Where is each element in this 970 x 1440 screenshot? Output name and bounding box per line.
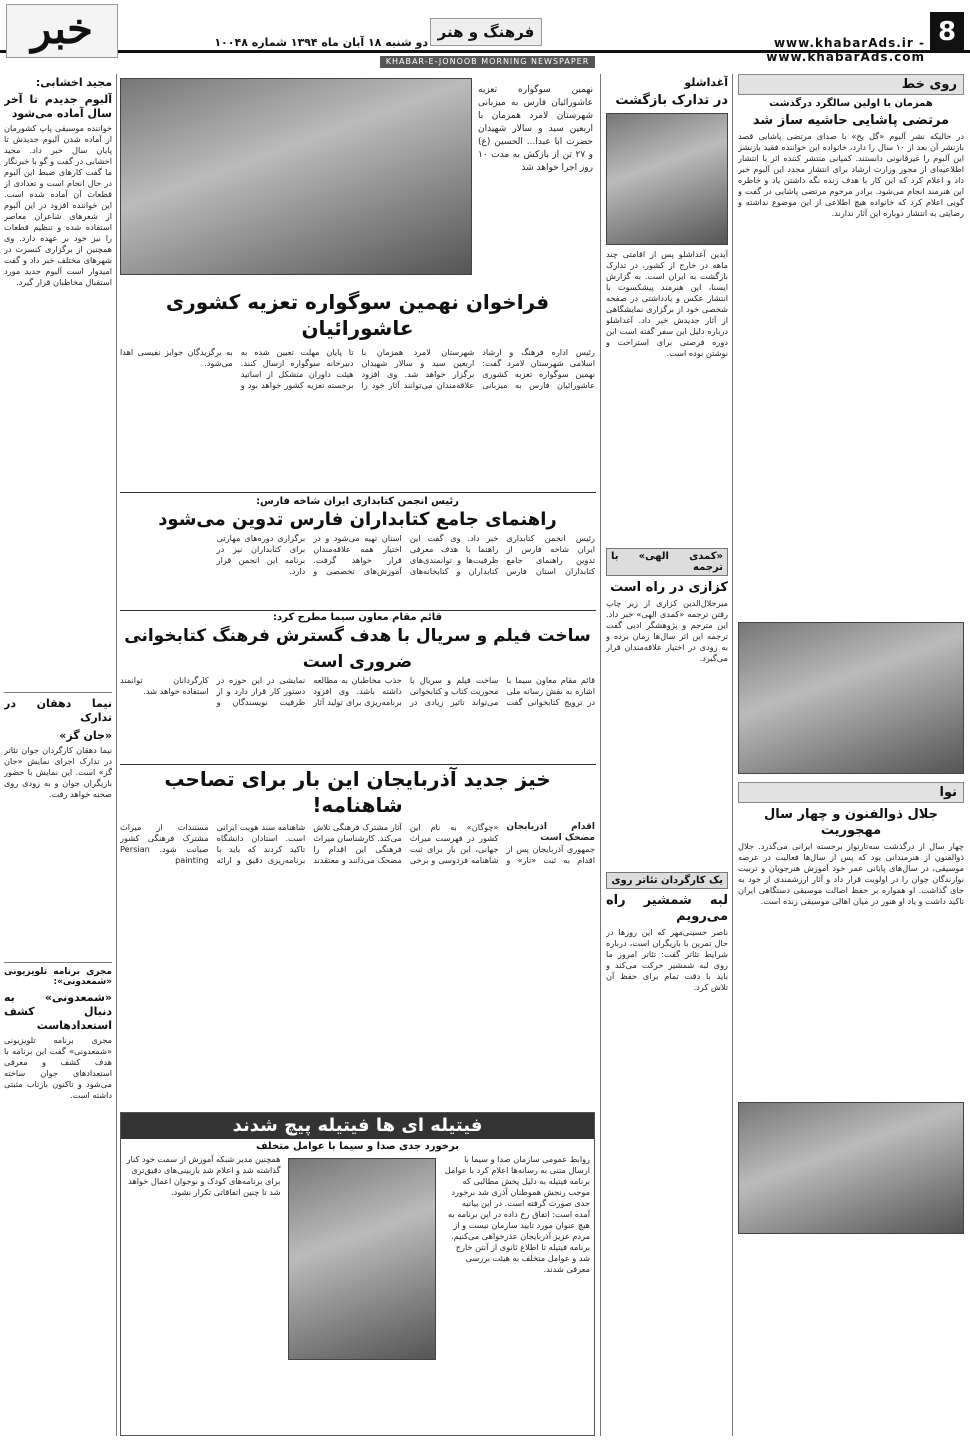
fitile-photo [288,1158,436,1360]
dehghan-subhead: «جان گز» [59,729,112,742]
shamdooni-kicker: مجری برنامه تلویزیونی «شمعدونی»: [4,962,112,987]
shamdooni-headline: «شمعدونی» به دنبال کشف استعدادهاست [4,991,112,1032]
aghdashlu-author: آغداشلو [684,76,728,89]
tazieh-body: رئیس اداره فرهنگ و ارشاد اسلامی شهرستان لامرد گفت: نهمین سوگواره تعزیه کشوری عاشورائیان فارس به میزبانی شهرستان لامرد همزمان با اربعین سید و سالار شهیدان برگزار خواهد شد. وی افزود علاقه‌مندان می‌توانند آثار خود را تا پایان مهلت تعیین شده به دبیرخانه سوگواره ارسال کنند. هیئت داوران متشکل از اساتید برجسته تعزیه کشور خواهد بود و به برگزیدگان جوایز نفیسی اهدا می‌شود. [120,347,595,390]
left-column [4,74,112,1436]
akhshabi-headline: آلبوم جدیدم تا آخر سال آماده می‌شود [4,93,112,120]
tazieh-headline: فراخوان نهمین سوگواره تعزیه کشوری عاشورائیان [165,290,550,340]
nava-box-title: نوا [738,782,964,803]
ruye-khat-box-title: روی خط [738,74,964,95]
librarians-headline: راهنمای جامع کتابداران فارس تدوین می‌شود [158,509,557,530]
pashaei-kicker: همزمان با اولین سالگرد درگذشت [769,98,933,109]
tazieh-caption: نهمین سوگواره تعزیه عاشورائیان فارس به میزبانی شهرستان لامرد همزمان با اربعین سید و سالار شهیدان حضرت ابا عبدا... الحسین (ع) و ۲۷ تن از بازکش به مدت ۱۰ روز اجرا خواهد شد [478,85,593,173]
zolfonoon-photo [738,1102,964,1234]
azerbaijan-article [120,766,595,1106]
librarians-article [120,496,595,608]
azerbaijan-subhead: اقدام آذربایجان مضحک است [506,822,595,843]
azerbaijan-text: جمهوری آذربایجان پس از اقدام به ثبت «تار» و «چوگان» به نام این کشور در فهرست میراث جهانی، این بار برای ثبت شاهنامه فردوسی و برخی آثار مشترک فرهنگی تلاش می‌کند. کارشناسان میراث فرهنگی این اقدام را مضحک می‌دانند و معتقدند شاهنامه سند هویت ایرانی است. استادان دانشگاه تاکید کردند که باید با برنامه‌ریزی دقیق و ارائه مستندات از میراث مشترک فرهنگی کشور صیانت شود. Persian painting [120,822,595,865]
issue-date: دو شنبه ۱۸ آبان ماه ۱۳۹۴ شماره ۱۰۰۴۸ [214,36,428,49]
azerbaijan-headline: خیز جدید آذربایجان این بار برای تصاحب شاهنامه! [164,767,551,817]
librarians-kicker: رئیس انجمن کتابداری ایران شاخه فارس: [256,496,459,507]
shamdooni-body: مجری برنامه تلویزیونی «شمعدونی» گفت این برنامه با هدف کشف و معرفی استعدادهای جوان ساخته می‌شود و تاکنون بازتاب مثبتی داشته است. [4,1035,112,1100]
column-divider [732,74,733,1436]
tazieh-photo [120,78,472,275]
kazazi-kicker: «کمدی الهی» با ترجمه [606,548,728,576]
aghdashlu-headline: در تدارک بازگشت [615,93,728,108]
akhshabi-author: مجید اخشابی: [35,76,112,89]
aghdashlu-body: آیدین آغداشلو پس از اقامتی چند ماهه در خارج از کشور، در تدارک بازگشت به ایران است. به گزارش ایسنا، این هنرمند پیشکسوت با انتشار عکس و یادداشتی در صفحه شخصی خود از برگزاری نمایشگاهی از آثار جدیدش خبر داد. آغداشلو درباره دلیل این سفر گفته است این دوره فرصتی برای استراحت و نوشتن بوده است. [606,249,728,358]
section-rule [120,492,596,493]
column-divider [116,74,117,1436]
website-url[interactable]: www.khabarAds.ir - www.khabarAds.com [766,36,925,64]
theatre-body: ناصر حسینی‌مهر که این روزها در حال تمرین با بازیگران است، درباره شرایط تئاتر گفت: تئاتر امروز ما روی لبه شمشیر حرکت می‌کند و باید با دقت تمام برای حفظ آن تلاش کرد. [606,927,728,992]
pashaei-body: در حالیکه نشر آلبوم «گل یخ» با صدای مرتضی پاشایی قصد بازنشر آن بعد از ۱۰ سال را دارد، خانواده این خواننده فقید بازنشر این آلبوم را غیرقانونی دانستند. کمپانی منتشر کننده اثر با انتشار اطلاعیه‌ای از مجوز وزارت ارشاد برای انتشار مجدد این آلبوم خبر داد و اعلام کرد که این کار با هدف زنده نگه داشتن یاد و خاطره این هنرمند انجام می‌شود. برادر مرحوم مرتضی پاشایی در گفت و گویی اعلام کرد که خانواده هیچ اطلاعی از این موضوع نداشته و رضایتی به انتشار دوباره این آثار ندارند. [738,131,964,218]
pashaei-headline: مرتضی پاشایی حاشیه ساز شد [752,113,950,128]
right-column [738,74,964,1434]
theatre-headline: لبه شمشیر راه می‌رویم [606,893,728,924]
kazazi-body: میرجلال‌الدین کزازی از زیر چاپ رفتن ترجمه «کمدی الهی» خبر داد. این مترجم و پژوهشگر ادبی گفت ترجمه این اثر سال‌ها زمان برده و به زودی در اختیار علاقه‌مندان قرار می‌گیرد. [606,598,728,663]
fitile-body-2: همچنین مدیر شبکه آموزش از سمت خود کنار گذاشته شد و اعلام شد بازبینی‌های دقیق‌تری برای برنامه‌های کودک و نوجوان اعمال خواهد شد تا چنین اتفاقاتی تکرار نشود. [126,1154,281,1197]
section-rule [120,764,596,765]
film-body: قائم مقام معاون سیما با اشاره به نقش رسانه ملی در ترویج کتابخوانی گفت ساخت فیلم و سریال با محوریت کتاب و کتابخوانی می‌تواند تاثیر زیادی در جذب مخاطبان به مطالعه داشته باشد. وی افزود برنامه‌ریزی برای تولید آثار نمایشی در این حوزه در دستور کار قرار دارد و از ظرفیت نویسندگان و کارگردانان توانمند استفاده خواهد شد. [120,675,595,707]
section-rule [120,610,596,611]
aghdashlu-photo [606,113,728,245]
theatre-kicker: یک کارگردان تئاتر روی [606,872,728,889]
column-divider [600,74,601,1436]
dehghan-body: نیما دهقان کارگردان جوان تئاتر در تدارک اجرای نمایش «جان گز» است. این نمایش با حضور بازیگران جوان و به زودی روی صحنه خواهد رفت. [4,745,112,799]
newspaper-logo: خبر [6,4,118,58]
film-article [120,612,595,762]
fitile-body: روابط عمومی سازمان صدا و سیما با ارسال متنی به رسانه‌ها اعلام کرد با عوامل برنامه فیتیله به دلیل پخش مطالبی که موجب رنجش هموطنان آذری شد برخورد جدی صورت گرفته است. در این بیانیه آمده است: اتفاق رخ داده در این برنامه به هیچ عنوان مورد تایید سازمان نیست و از مردم عزیز آذربایجان عذرخواهی می‌کنیم. برنامه فیتیله تا اطلاع ثانوی از آنتن خارج شد و عوامل متخلف به هیئت بررسی معرفی شدند. [444,1154,590,1274]
film-kicker: قائم مقام معاون سیما مطرح کرد: [272,612,443,623]
page-number: 8 [930,12,964,52]
zolfonoon-body: چهار سال از درگذشت سه‌تارنواز برجسته ایرانی می‌گذرد. جلال ذوالفنون از هنرمندانی بود که پس از سال‌ها فعالیت در عرصه موسیقی، در سال‌های پایانی عمر خود آموزش هنرجویان و تربیت نوازندگان جوان را در اولویت قرار داد و آثار ارزشمندی از خود به جای گذاشت. او همواره بر حفظ اصالت موسیقی دستگاهی ایران تاکید داشت و یاد او هنوز در میان اهالی موسیقی زنده است. [738,841,964,906]
film-headline: ساخت فیلم و سریال با هدف گسترش فرهنگ کتابخوانی ضروری است [124,626,591,672]
dehghan-headline: نیما دهقان در تدارک [4,692,112,725]
section-title: فرهنگ و هنر [430,18,542,46]
column-two [606,74,728,1434]
librarians-body: رئیس انجمن کتابداری ایران شاخه فارس از تدوین راهنمای جامع کتابداران استان فارس خبر داد. وی گفت این راهنما با هدف معرفی ظرفیت‌ها و توانمندی‌های کتابداران و کتابخانه‌های استان تهیه می‌شود و در اختیار همه علاقه‌مندان قرار خواهد گرفت. آموزش‌های تخصصی و برگزاری دوره‌های مهارتی برای کتابداران نیز در برنامه این انجمن قرار دارد. [216,533,595,576]
tazieh-article [120,74,595,489]
newspaper-banner: KHABAR-E-JONOOB MORNING NEWSPAPER [380,56,595,68]
zolfonoon-headline: جلال ذوالفنون و چهار سال مهجوریت [764,807,938,838]
fitile-subhead: برخورد جدی صدا و سیما با عوامل متخلف [256,1141,459,1152]
fitile-headline: فیتیله ای ها فیتیله پیچ شدند [121,1113,594,1139]
pashaei-photo [738,622,964,774]
fitile-article [120,1112,595,1436]
azerbaijan-body [120,822,595,1106]
akhshabi-body: خواننده موسیقی پاپ کشورمان از آماده شدن آلبوم جدیدش تا پایان سال خبر داد. مجید اخشابی در گفت و گو با خبرنگار ما گفت کارهای ضبط این آلبوم در حال انجام است و تعدادی از قطعات آن آماده شده است. این خواننده افزود در این آلبوم از شعرهای شاعران معاصر استفاده شده و تنظیم قطعات را نیز خود بر عهده دارد. وی همچنین از برگزاری کنسرت در شهرهای مختلف خبر داد و گفت امیدوار است آلبوم جدید مورد استقبال مخاطبان قرار گیرد. [4,123,112,287]
masthead [0,0,970,72]
kazazi-headline: کزازی در راه است [610,580,728,595]
